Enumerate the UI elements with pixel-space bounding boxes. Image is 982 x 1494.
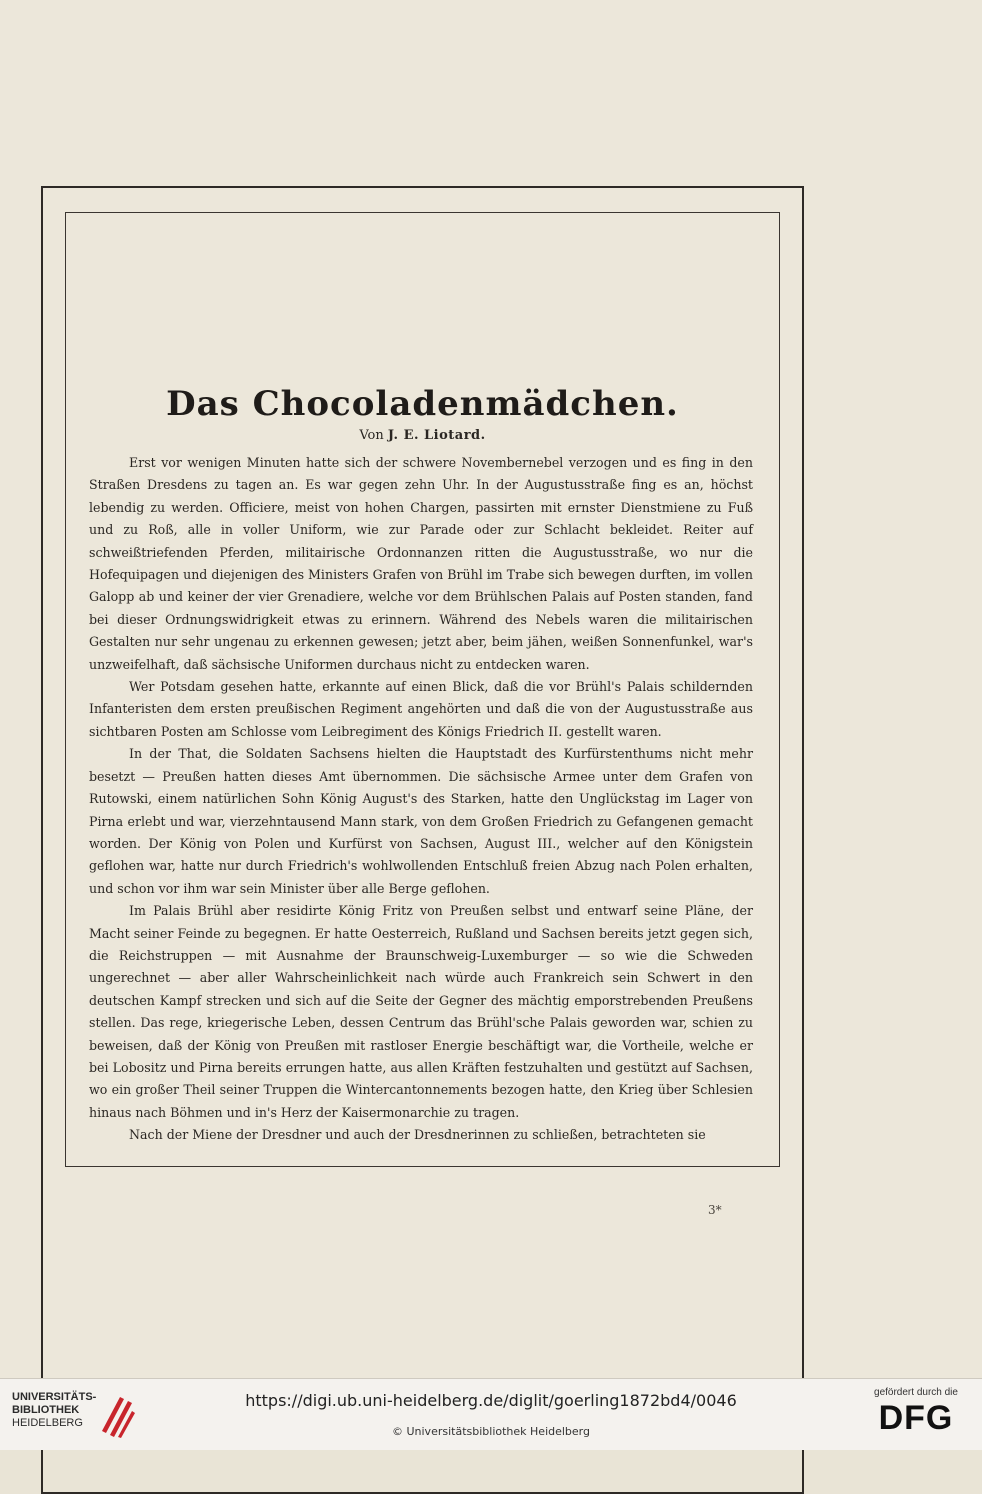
dfg-wordmark: DFG [878,1399,954,1437]
article-body [89,452,753,1147]
library-name-line1: UNIVERSITÄTS- [12,1391,97,1403]
library-name-line2: BIBLIOTHEK [12,1404,80,1416]
author-name: J. E. Liotard. [387,428,486,443]
copyright-notice: © Universitätsbibliothek Heidelberg [391,1425,590,1438]
article-title: Das Chocoladenmädchen. [166,384,679,424]
dfg-logo[interactable] [866,1387,966,1438]
funding-note: gefördert durch die [874,1387,958,1398]
paragraph-5: Nach der Miene der Dresdner und auch der Dresdnerinnen zu schließen, betrachteten sie [129,1127,706,1143]
article-byline [65,428,780,443]
paragraph-2: Wer Potsdam gesehen hatte, erkannte auf einen Blick, daß die vor Brühl's Palais schildernden Infanteristen dem ersten preußischen Regiment angehörten und daß die von der Augustusstraße aus sichtbaren Posten am Schlosse vom Leibregiment des Königs Friedrich II. gestellt waren. [89,679,753,739]
page-number: 3* [708,1203,722,1217]
paragraph-4: Im Palais Brühl aber residirte König Fritz von Preußen selbst und entwarf seine Pläne, der Macht seiner Feinde zu begegnen. Er hatte Oesterreich, Rußland und Sachsen bereits jetzt gegen sich, die Reichstruppen — mit Ausnahme der Braunschweig-Luxemburger — so wie die Schweden ungerechnet — aber aller Wahrscheinlichkeit nach würde auch Frankreich sein Schwert in den deutschen Kampf strecken und sich auf die Seite der Gegner des mächtig emporstrebenden Preußens stellen. Das rege, kriegerische Leben, dessen Centrum das Brühl'sche Palais geworden war, schien zu beweisen, daß der König von Preußen mit rastloser Energie beschäftigt war, die Vortheile, welche er bei Lobositz und Pirna bereits errungen hatte, aus allen Kräften festzuhalten und gestützt auf Sachsen, wo ein großer Theil seiner Truppen die Wintercantonnements bezogen hatte, den Krieg über Schlesien hinaus nach Böhmen und in's Herz der Kaisermonarchie zu tragen. [89,903,753,1120]
viewer-footer [0,1378,982,1450]
document-url-link[interactable]: https://digi.ub.uni-heidelberg.de/diglit/goerling1872bd4/0046 [245,1391,737,1410]
paragraph-3: In der That, die Soldaten Sachsens hielten die Hauptstadt des Kurfürstenthums nicht mehr besetzt — Preußen hatten dieses Amt übernommen. Die sächsische Armee unter dem Grafen von Rutowski, einem natürlichen Sohn König August's des Starken, hatte den Unglückstag im Lager von Pirna erlebt und war, vierzehntausend Mann stark, von dem Großen Friedrich zu Gefangenen gemacht worden. Der König von Polen und Kurfürst von Sachsen, August III., welcher auf den Königstein geflohen war, hatte nur durch Friedrich's wohlwollenden Entschluß freien Abzug nach Polen erhalten, und schon vor ihm war sein Minister über alle Berge geflohen. [89,746,753,896]
library-name-line3: HEIDELBERG [12,1417,83,1429]
paragraph-1: Erst vor wenigen Minuten hatte sich der schwere Novembernebel verzogen und es fing in den Straßen Dresdens zu tagen an. Es war gegen zehn Uhr. In der Augustusstraße fing es an, höchst lebendig zu werden. Officiere, meist von hohen Chargen, passirten mit ernster Dienstmiene zu Fuß und zu Roß, alle in voller Uniform, wie zur Parade oder zur Schlacht bekleidet. Reiter auf schweißtriefenden Pferden, militairische Ordonnanzen ritten die Augustusstraße, wo nur die Hofequipagen und diejenigen des Ministers Grafen von Brühl im Trabe sich bewegen durften, im vollen Galopp ab und keiner der vier Grenadiere, welche vor dem Brühlschen Palais auf Posten standen, fand bei dieser Ordnungswidrigkeit etwas zu erinnern. Während des Nebels waren die militairischen Gestalten nur sehr ungenau zu erkennen gewesen; jetzt aber, beim jähen, weißen Sonnenfunkel, war's unzweifelhaft, daß sächsische Uniformen durchaus nicht zu entdecken waren. [89,455,753,672]
byline-prefix: Von [359,428,384,443]
